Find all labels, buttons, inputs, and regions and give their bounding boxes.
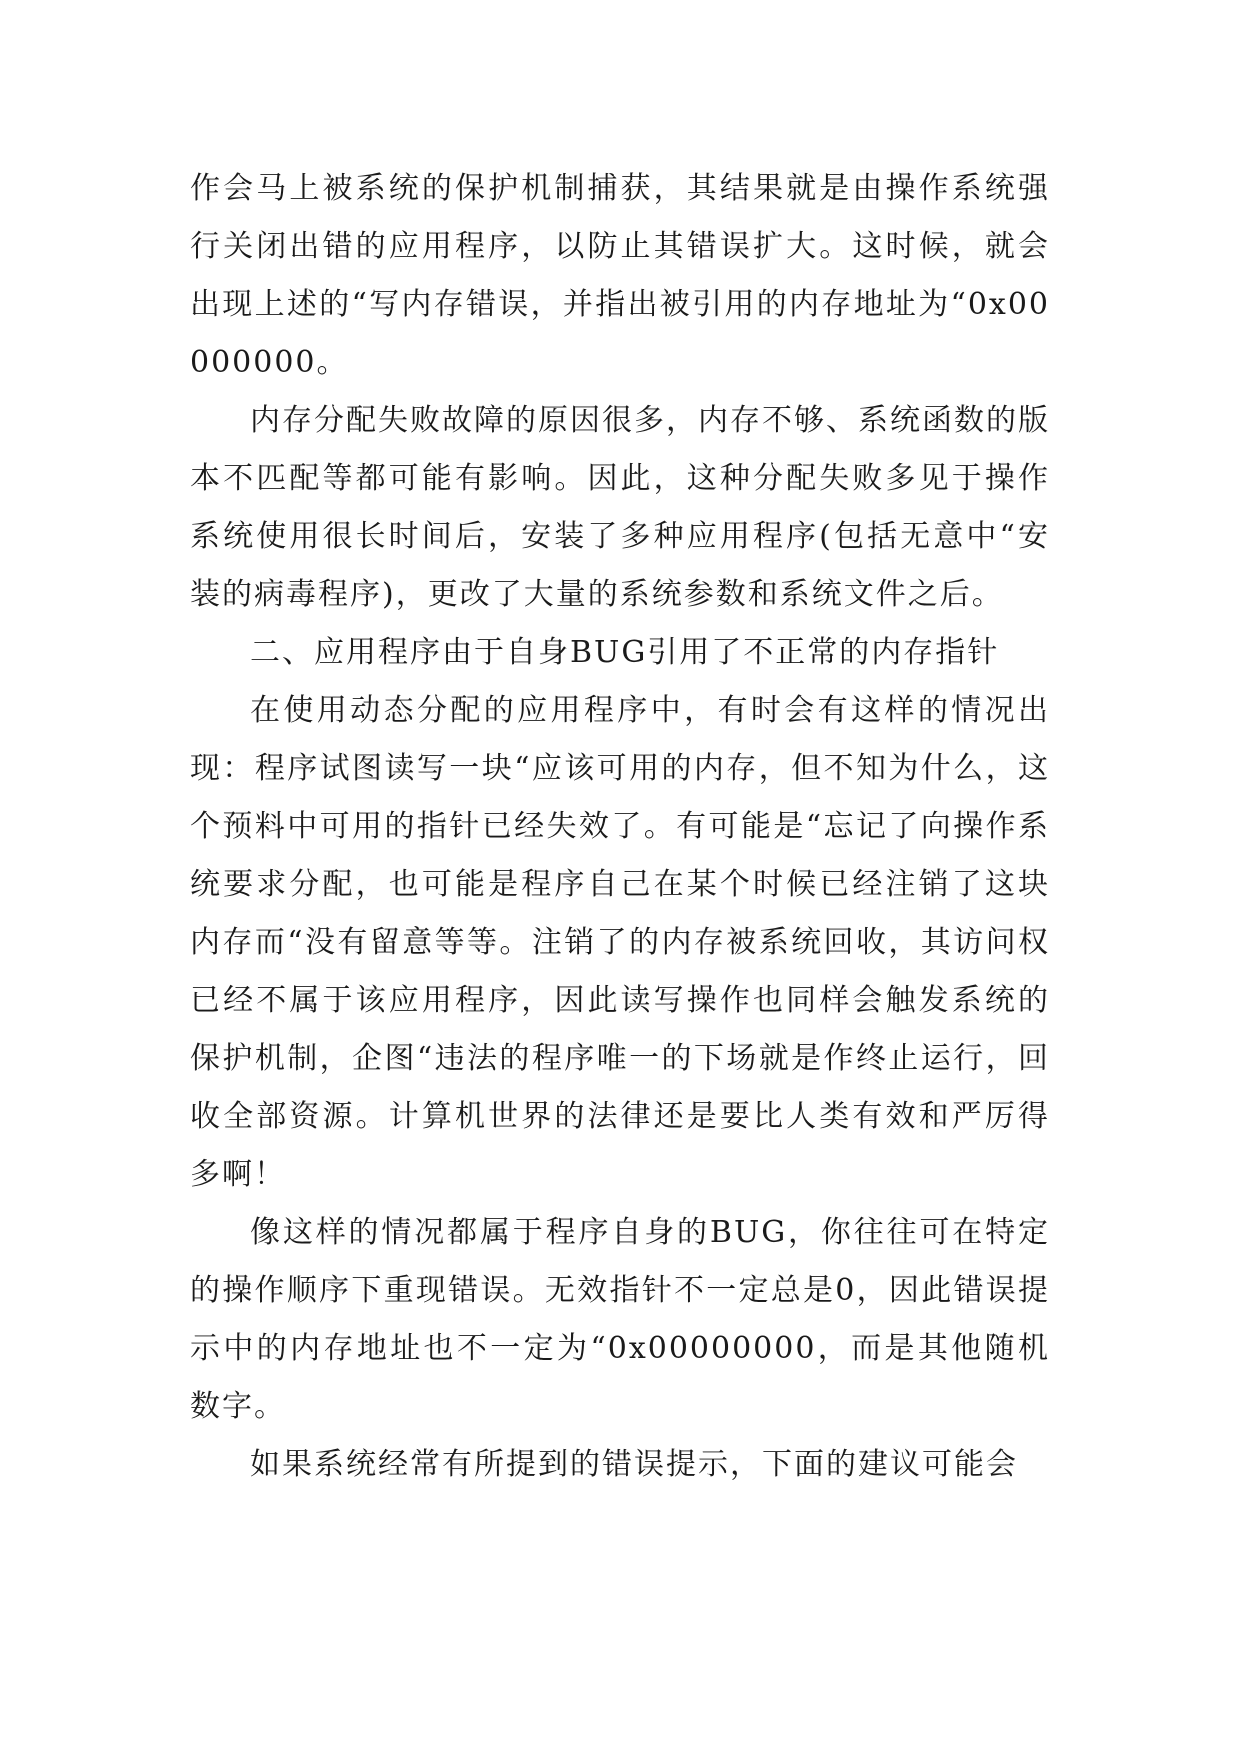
paragraph-program-bug: 像这样的情况都属于程序自身的BUG，你往往可在特定的操作顺序下重现错误。无效指针不一定总是0，因此错误提示中的内存地址也不一定为“0x00000000，而是其他随机数字。	[190, 1215, 1050, 1424]
document-body	[190, 160, 1050, 1494]
paragraph-suggestion: 如果系统经常有所提到的错误提示，下面的建议可能会	[250, 1447, 1018, 1482]
paragraph-continued: 作会马上被系统的保护机制捕获，其结果就是由操作系统强行关闭出错的应用程序，以防止其错误扩大。这时候，就会出现上述的“写内存错误，并指出被引用的内存地址为“0x00000000。	[190, 171, 1050, 380]
paragraph-dynamic-allocation: 在使用动态分配的应用程序中，有时会有这样的情况出现：程序试图读写一块“应该可用的内存，但不知为什么，这个预料中可用的指针已经失效了。有可能是“忘记了向操作系统要求分配，也可能是程序自己在某个时候已经注销了这块内存而“没有留意等等。注销了的内存被系统回收，其访问权已经不属于该应用程序，因此读写操作也同样会触发系统的保护机制，企图“违法的程序唯一的下场就是作终止运行，回收全部资源。计算机世界的法律还是要比人类有效和严厉得多啊！	[190, 693, 1050, 1192]
section-heading-bug-pointer: 二、应用程序由于自身BUG引用了不正常的内存指针	[250, 635, 1000, 670]
paragraph-memory-allocation: 内存分配失败故障的原因很多，内存不够、系统函数的版本不匹配等都可能有影响。因此，这种分配失败多见于操作系统使用很长时间后，安装了多种应用程序(包括无意中“安装的病毒程序)，更改了大量的系统参数和系统文件之后。	[190, 403, 1050, 612]
